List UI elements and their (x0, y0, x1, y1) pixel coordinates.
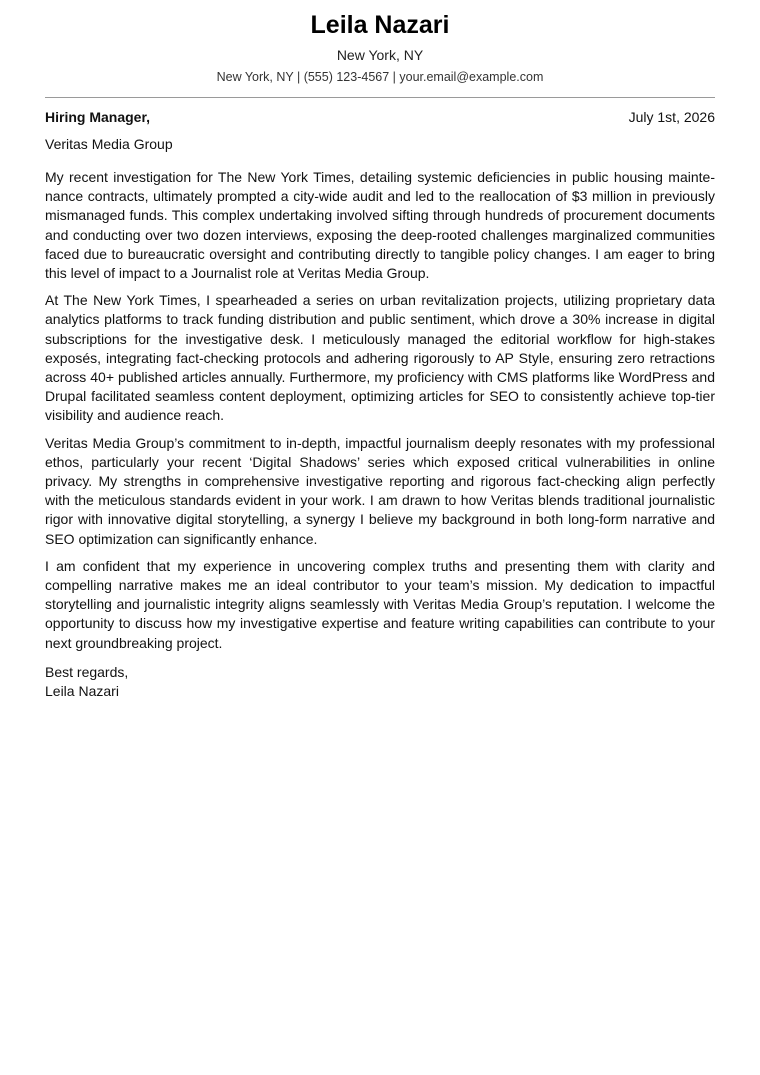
header-divider (45, 97, 715, 98)
applicant-name: Leila Nazari (310, 11, 450, 39)
closing-phrase: Best regards, (45, 663, 129, 680)
signature-name: Leila Nazari (45, 683, 119, 700)
letter-header (45, 0, 715, 85)
paragraph-3: Veritas Media Group’s commitment to in-depth, impactful journalism deeply resonates with my professional ethos, particularly your recent ‘Digital Shadows’ series which exposed critical vulnerabilities in online privacy. My strengths in comprehensive investigative reporting and rigorous fact-checking align perfectly with the meticulous standards evident in your work. I am drawn to how Veritas blends traditional journalistic rigor with innovative digital storytelling, a synergy I believe my background in both long-form narrative and SEO optimization can significantly enhance. (45, 434, 715, 547)
recipient-company: Veritas Media Group (45, 136, 173, 152)
paragraph-2: At The New York Times, I spearheaded a series on urban revitalization projects, utilizing proprietary data analytics platforms to track funding distribution and public sentiment, which drove a 30% increase in digital subscriptions for the investigative desk. I meticulously managed the editorial workflow for high-stakes exposés, integrating fact-checking protocols and adhering rigorously to AP Style, ensuring zero retractions across 40+ published articles annually. Furthermore, my proficiency with CMS platforms like WordPress and Drupal facilitated seamless content deployment, optimizing articles for SEO to consistently achieve top-tier visibility and audience reach. (45, 292, 715, 424)
letter-closing (45, 663, 715, 701)
contact-line: New York, NY | (555) 123-4567 | your.email@example.com (216, 70, 544, 84)
recipient-salutation: Hiring Manager, (45, 109, 151, 125)
applicant-location: New York, NY (336, 47, 424, 63)
recipient-date-row (45, 108, 715, 126)
letter-body (45, 168, 715, 653)
paragraph-1: My recent investigation for The New York Times, detailing systemic deficiencies in public housing maintenance contracts, ultimately prompted a city-wide audit and led to the reallocation of $3 million in previously mismanaged funds. This complex undertaking involved sifting through hundreds of procurement documents and conducting over two dozen interviews, exposing the deep-rooted challenges marginalized communities faced due to bureaucratic oversight and contributing directly to tangible policy changes. I am eager to bring this level of impact to a Journalist role at Veritas Media Group. (45, 169, 715, 282)
letter-date: July 1st, 2026 (628, 109, 715, 125)
paragraph-4: I am confident that my experience in uncovering complex truths and presenting them with clarity and compelling narrative makes me an ideal contributor to your team’s mission. My dedication to impactful storytelling and journalistic integrity aligns seamlessly with Veritas Media Group’s reputation. I welcome the opportunity to discuss how my investigative expertise and feature writing capabilities can contribute to your next groundbreaking project. (45, 557, 715, 651)
